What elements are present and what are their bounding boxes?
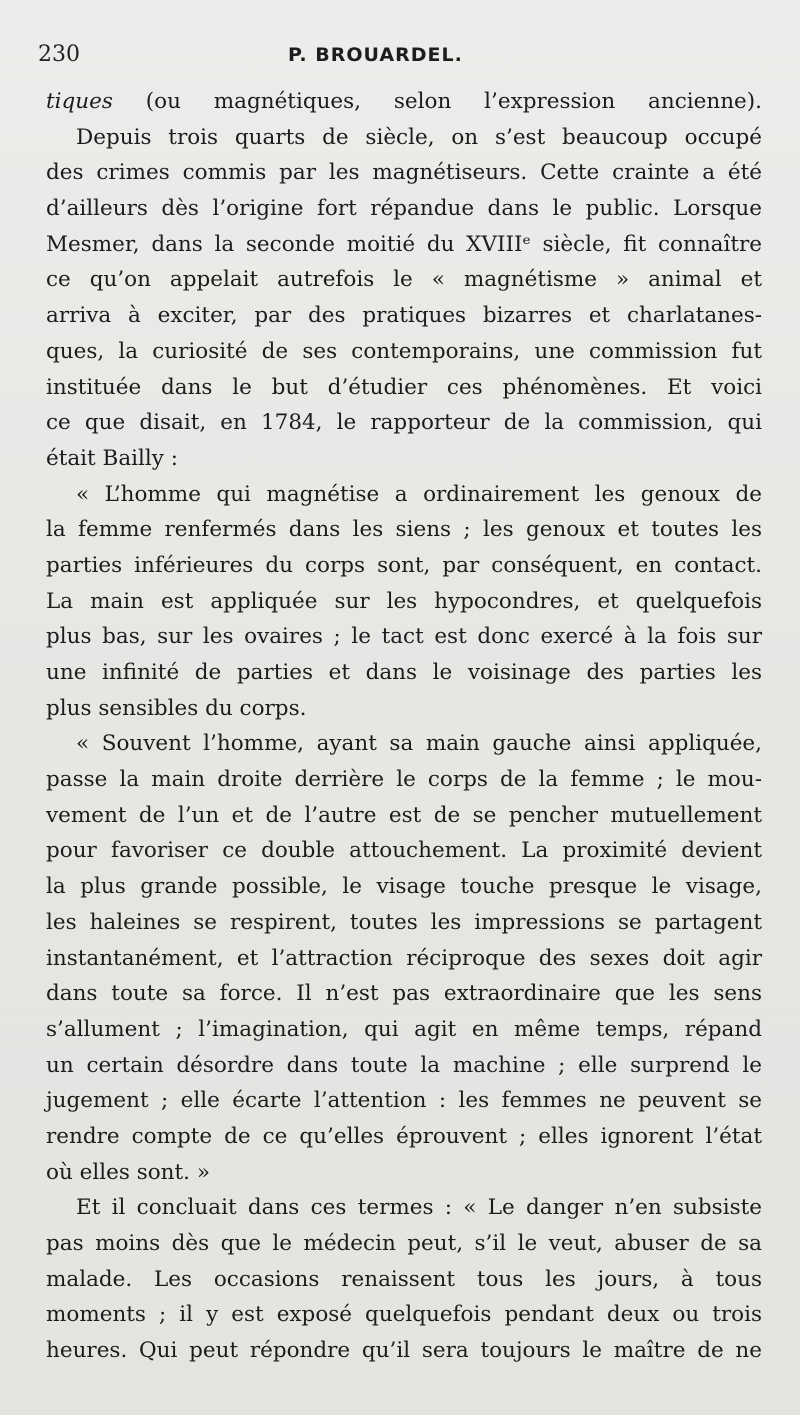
body-text (46, 84, 762, 1369)
author-name: P. BROUARDEL. (288, 44, 463, 66)
text-line (46, 84, 762, 120)
text-line: arriva à exciter, par des pratiques bizarres et charlatanes- (46, 303, 762, 329)
text-line: ce qu’on appelait autrefois le « magnétisme » animal et (46, 267, 762, 293)
text-line-rest: (ou magnétiques, selon l’expression ancienne). (112, 89, 762, 114)
text-line: malade. Les occasions renaissent tous les jours, à tous (46, 1266, 762, 1292)
text-line: les haleines se respirent, toutes les impressions se partagent (46, 909, 762, 935)
text-line: parties inférieures du corps sont, par conséquent, en contact. (46, 552, 762, 578)
text-line: plus sensibles du corps. (46, 695, 307, 721)
page-number: 230 (38, 42, 80, 67)
text-line: où elles sont. » (46, 1159, 210, 1185)
text-line: « Souvent l’homme, ayant sa main gauche ainsi appliquée, (76, 731, 762, 757)
running-header (38, 38, 762, 74)
text-line: passe la main droite derrière le corps de la femme ; le mou- (46, 767, 762, 793)
text-line: instituée dans le but d’étudier ces phénomènes. Et voici (46, 374, 762, 400)
text-line: une infinité de parties et dans le voisinage des parties les (46, 660, 762, 685)
text-line: Mesmer, dans la seconde moitié du XVIIIᵉ siècle, fit connaître (46, 231, 762, 257)
text-line: un certain désordre dans toute la machine ; elle surprend le (46, 1052, 762, 1078)
text-line: Et il concluait dans ces termes : « Le danger n’en subsiste (76, 1195, 762, 1221)
text-line: vement de l’un et de l’autre est de se pencher mutuellement (46, 802, 762, 828)
text-line: dans toute sa force. Il n’est pas extraordinaire que les sens (46, 981, 762, 1007)
text-line: heures. Qui peut répondre qu’il sera toujours le maître de ne (46, 1338, 762, 1364)
text-line: des crimes commis par les magnétiseurs. Cette crainte a été (46, 160, 762, 186)
text-line: moments ; il y est exposé quelquefois pendant deux ou trois (46, 1302, 762, 1328)
text-line: était Bailly : (46, 445, 179, 471)
text-line: pour favoriser ce double attouchement. La proximité devient (46, 838, 762, 864)
text-line: pas moins dès que le médecin peut, s’il le veut, abuser de sa (46, 1231, 762, 1256)
text-line: la plus grande possible, le visage touche presque le visage, (46, 874, 762, 900)
text-line: jugement ; elle écarte l’attention : les femmes ne peuvent se (46, 1088, 762, 1114)
text-line: plus bas, sur les ovaires ; le tact est donc exercé à la fois sur (46, 624, 762, 650)
text-line: la femme renfermés dans les siens ; les genoux et toutes les (46, 517, 762, 543)
text-line: Depuis trois quarts de siècle, on s’est beaucoup occupé (76, 124, 762, 150)
text-line: « L’homme qui magnétise a ordinairement les genoux de (76, 481, 762, 507)
text-line: instantanément, et l’attraction réciproque des sexes doit agir (46, 945, 762, 971)
text-line: ques, la curiosité de ses contemporains, une commission fut (46, 338, 762, 364)
text-line: d’ailleurs dès l’origine fort répandue dans le public. Lorsque (46, 196, 762, 222)
text-line: rendre compte de ce qu’elles éprouvent ; elles ignorent l’état (46, 1123, 762, 1149)
italic-word: tiques (46, 89, 113, 114)
text-line: La main est appliquée sur les hypocondres, et quelquefois (46, 588, 762, 614)
text-line: s’allument ; l’imagination, qui agit en même temps, répand (46, 1016, 762, 1042)
text-line: ce que disait, en 1784, le rapporteur de la commission, qui (46, 410, 762, 436)
